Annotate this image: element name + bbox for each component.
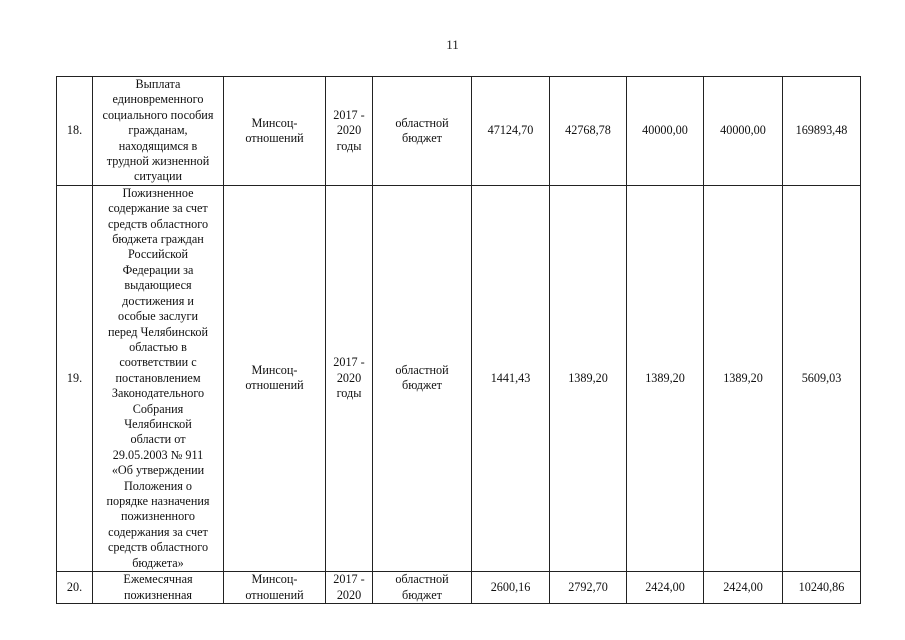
executor-line: отношений — [245, 378, 304, 393]
title-line: пожизненного — [121, 509, 195, 524]
source-line: областной — [395, 115, 449, 130]
table-row — [57, 77, 861, 186]
title-line: средств областного — [107, 216, 209, 231]
table-row — [57, 185, 861, 571]
value-2020: 40000,00 — [704, 77, 783, 186]
source-cell — [373, 572, 472, 604]
source-line: областной — [395, 572, 449, 587]
period-line: 2020 — [336, 370, 362, 385]
period-line: 2017 - — [333, 572, 365, 587]
title-line: находящимся в — [118, 138, 198, 153]
title-line: ситуации — [133, 169, 182, 184]
source-line: областной — [395, 363, 449, 378]
period-line: 2020 — [336, 123, 362, 138]
title-line: бюджета граждан — [112, 232, 204, 247]
title-line: трудной жизненной — [106, 154, 210, 169]
title-line: Федерации за — [122, 262, 194, 277]
title-line: особые заслуги — [117, 309, 199, 324]
row-number: 20. — [57, 572, 93, 604]
executor-line: Минсоц- — [251, 572, 298, 587]
executor-line: отношений — [245, 130, 304, 145]
title-line: единовременного — [112, 92, 204, 107]
executor-line: Минсоц- — [251, 115, 298, 130]
executor-cell — [224, 185, 326, 571]
title-line: Российской — [127, 247, 189, 262]
title-line: постановлением — [115, 370, 201, 385]
source-cell — [373, 77, 472, 186]
value-2017: 2600,16 — [472, 572, 550, 604]
title-line: перед Челябинской — [107, 324, 209, 339]
value-total: 5609,03 — [783, 185, 861, 571]
table-row — [57, 572, 861, 604]
executor-cell — [224, 77, 326, 186]
value-2020: 2424,00 — [704, 572, 783, 604]
title-line: Собрания — [132, 401, 184, 416]
value-total: 10240,86 — [783, 572, 861, 604]
period-line: годы — [336, 386, 362, 401]
source-line: бюджет — [402, 587, 442, 602]
title-line: социального пособия — [102, 107, 214, 122]
row-title — [93, 185, 224, 571]
title-line: средств областного — [107, 540, 209, 555]
title-line: бюджета» — [132, 555, 184, 570]
period-line: 2020 — [336, 587, 362, 602]
title-line: гражданам, — [128, 123, 188, 138]
value-2017: 47124,70 — [472, 77, 550, 186]
value-total: 169893,48 — [783, 77, 861, 186]
period-cell — [326, 572, 373, 604]
title-line: областью в — [129, 339, 187, 354]
page-number: 11 — [446, 37, 459, 52]
value-2018: 1389,20 — [550, 185, 627, 571]
executor-cell — [224, 572, 326, 604]
title-line: порядке назначения — [106, 493, 210, 508]
period-line: 2017 - — [333, 355, 365, 370]
executor-line: отношений — [245, 587, 304, 602]
value-2018: 42768,78 — [550, 77, 627, 186]
title-line: Пожизненное — [122, 185, 194, 200]
value-2019: 40000,00 — [627, 77, 704, 186]
period-cell — [326, 77, 373, 186]
title-line: «Об утверждении — [111, 463, 205, 478]
title-line: достижения и — [122, 293, 194, 308]
row-title — [93, 572, 224, 604]
value-2017: 1441,43 — [472, 185, 550, 571]
title-line: пожизненная — [123, 587, 193, 602]
row-number: 19. — [57, 185, 93, 571]
title-line: Положения о — [123, 478, 193, 493]
executor-line: Минсоц- — [251, 363, 298, 378]
row-number: 18. — [57, 77, 93, 186]
period-line: годы — [336, 138, 362, 153]
period-line: 2017 - — [333, 107, 365, 122]
title-line: Законодательного — [111, 386, 205, 401]
title-line: содержания за счет — [108, 524, 208, 539]
title-line: 29.05.2003 № 911 — [112, 447, 204, 462]
row-title — [93, 77, 224, 186]
title-line: Выплата — [135, 77, 181, 91]
period-cell — [326, 185, 373, 571]
title-line: выдающиеся — [124, 278, 192, 293]
title-line: соответствии с — [119, 355, 197, 370]
source-line: бюджет — [402, 378, 442, 393]
value-2019: 2424,00 — [627, 572, 704, 604]
title-line: Ежемесячная — [123, 572, 193, 587]
source-line: бюджет — [402, 130, 442, 145]
program-table — [56, 76, 861, 604]
value-2018: 2792,70 — [550, 572, 627, 604]
title-line: области от — [130, 432, 186, 447]
title-line: Челябинской — [124, 416, 192, 431]
source-cell — [373, 185, 472, 571]
title-line: содержание за счет — [108, 201, 208, 216]
value-2019: 1389,20 — [627, 185, 704, 571]
value-2020: 1389,20 — [704, 185, 783, 571]
